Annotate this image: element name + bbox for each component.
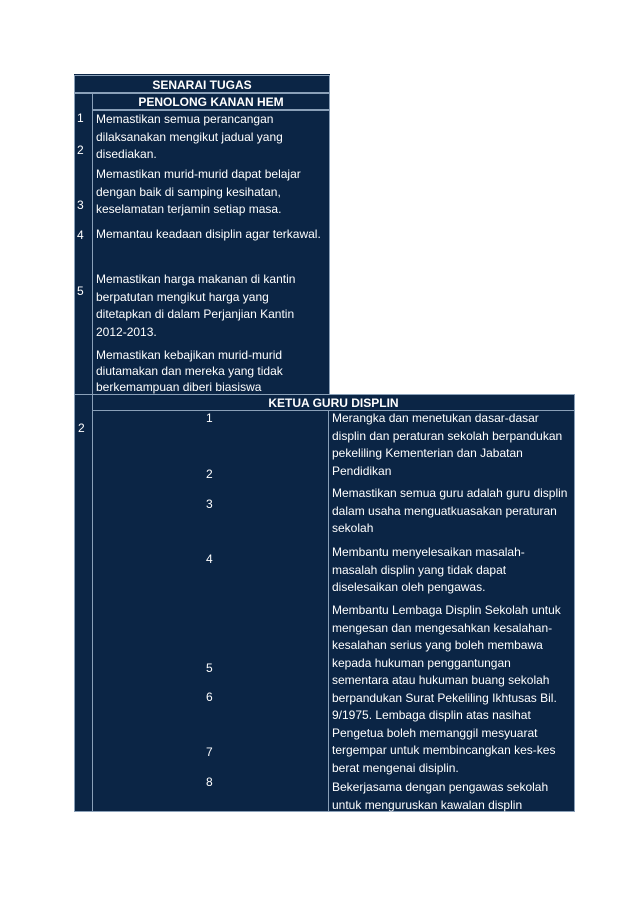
section1-number-3: 3 (77, 198, 84, 212)
section2-number-3: 3 (206, 497, 213, 511)
section1-number-5: 5 (77, 284, 84, 298)
section1-item-5: Memastikan kebajikan murid-murid diutamakan dan mereka yang tidak berkemampuan diberi biasiswa (96, 348, 283, 394)
section1-number-2: 2 (77, 143, 84, 157)
section1-number-4: 4 (77, 228, 84, 242)
section1-title: SENARAI TUGAS (74, 75, 330, 93)
section2-item-4: Membantu Lembaga Displin Sekolah untuk mengesan dan mengesahkan kesalahan-kesalahan serius yang boleh membawa kepada hukuman penggantungan sementara atau hukuman buang sekolah berpandukan Surat Pekeliling Ikhtusas Bil. 9/1975. Lembaga displin atas nasihat Pengetua boleh memanggil mesyuarat tergempar untuk membincangkan kes-kes berat mengenai disiplin. (332, 603, 561, 775)
section2-number-8: 8 (206, 775, 213, 789)
section2-row-number: 2 (78, 421, 85, 435)
section2-number-1: 1 (206, 411, 213, 425)
section1-item-1: Memastikan semua perancangan dilaksanakan mengikut jadual yang disediakan. (96, 112, 283, 161)
section2-item-5: Bekerjasama dengan pengawas sekolah untuk menguruskan kawalan displin (332, 780, 549, 812)
section2-number-5: 5 (206, 661, 213, 675)
section1-item-2: Memastikan murid-murid dapat belajar dengan baik di samping kesihatan, keselamatan terjamin setiap masa. (96, 167, 301, 216)
section2-number-7: 7 (206, 745, 213, 759)
section2-item-1: Merangka dan menetukan dasar-dasar displin dan peraturan sekolah berpandukan pekeliling Kementerian dan Jabatan Pendidikan (332, 411, 563, 478)
section2-item-3: Membantu menyelesaikan masalah-masalah displin yang tidak dapat diselesaikan oleh pengawas. (332, 545, 525, 594)
section2-number-4: 4 (206, 552, 213, 566)
section2-item-2: Memastikan semua guru adalah guru displin dalam usaha menguatkuasakan peraturan sekolah (332, 486, 568, 535)
section1-item-3: Memantau keadaan disiplin agar terkawal. (96, 227, 321, 241)
section2-number-6: 6 (206, 690, 213, 704)
section2-number-column (74, 394, 93, 812)
section1-number-column (74, 93, 93, 396)
section1-number-1: 1 (77, 111, 84, 125)
section1-item-4: Memastikan harga makanan di kantin berpatutan mengikut harga yang ditetapkan di dalam Perjanjian Kantin 2012-2013. (96, 272, 296, 339)
section2-title: KETUA GURU DISPLIN (92, 394, 575, 411)
section2-number-2: 2 (206, 467, 213, 481)
section1-subtitle: PENOLONG KANAN HEM (92, 93, 330, 110)
